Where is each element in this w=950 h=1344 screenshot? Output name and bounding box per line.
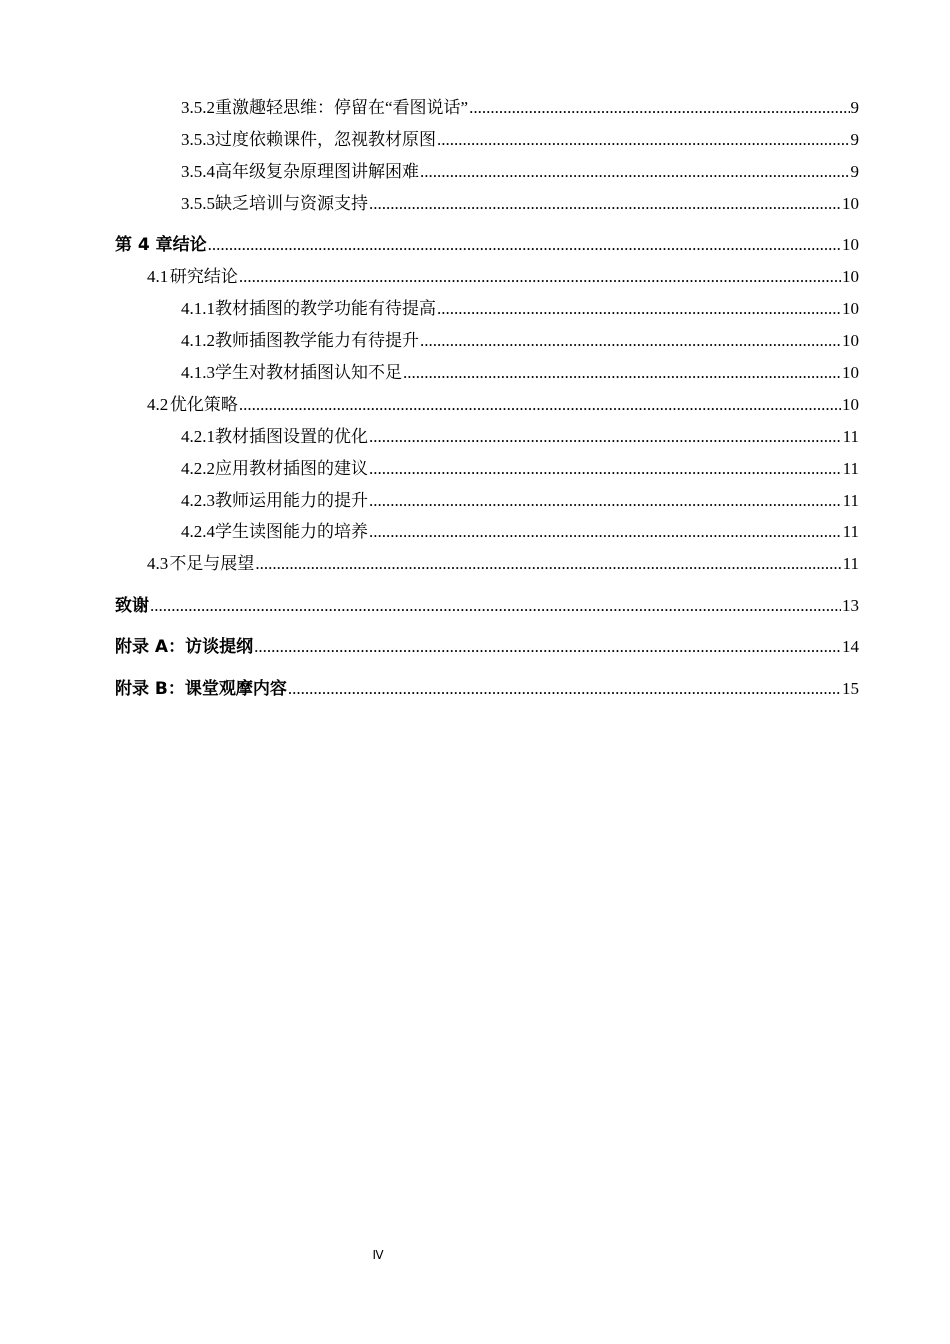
toc-entry-page: 11 bbox=[842, 427, 859, 446]
toc-entry[interactable] bbox=[181, 458, 859, 480]
toc-entry-title: 学生对教材插图认知不足 bbox=[215, 363, 402, 382]
toc-entry-acknowledgements[interactable] bbox=[115, 595, 859, 617]
toc-entry-number: 4.2.4 bbox=[181, 522, 215, 541]
toc-entry-number: 第 4 章 bbox=[115, 235, 173, 255]
toc-entry-page: 11 bbox=[842, 459, 859, 478]
toc-entry-number: 4.1.3 bbox=[181, 363, 215, 382]
toc-entry-page: 15 bbox=[842, 679, 859, 698]
toc-entry[interactable] bbox=[181, 129, 859, 151]
toc-leader-dots bbox=[369, 426, 842, 448]
toc-entry-page: 10 bbox=[842, 299, 859, 318]
toc-entry-title: 教材插图的教学功能有待提高 bbox=[215, 299, 436, 318]
toc-entry-title: 缺乏培训与资源支持 bbox=[215, 194, 368, 213]
toc-leader-dots bbox=[254, 636, 841, 658]
toc-entry[interactable] bbox=[181, 97, 859, 119]
toc-entry[interactable] bbox=[181, 362, 859, 384]
toc-entry-number: 4.1.2 bbox=[181, 331, 215, 350]
toc-entry-number: 4.3 bbox=[147, 554, 169, 573]
toc-entry-appendix-b[interactable] bbox=[115, 678, 859, 700]
toc-leader-dots bbox=[288, 678, 841, 700]
toc-entry-page: 10 bbox=[842, 267, 859, 286]
toc-leader-dots bbox=[208, 234, 841, 256]
toc-leader-dots bbox=[255, 553, 841, 575]
toc-entry-number: 3.5.5 bbox=[181, 194, 215, 213]
toc-entry-title: 研究结论 bbox=[169, 267, 238, 286]
toc-entry-title: 不足与展望 bbox=[169, 554, 255, 573]
toc-entry-page: 9 bbox=[850, 98, 859, 117]
toc-entry[interactable] bbox=[181, 298, 859, 320]
toc-entry-title: 优化策略 bbox=[169, 395, 238, 414]
toc-entry-title: 应用教材插图的建议 bbox=[215, 459, 368, 478]
toc-leader-dots bbox=[239, 266, 841, 288]
toc-entry-number: 4.2.1 bbox=[181, 427, 215, 446]
toc-entry-page: 11 bbox=[842, 522, 859, 541]
toc-entry-title: 教师运用能力的提升 bbox=[215, 491, 368, 510]
toc-entry-page: 10 bbox=[842, 363, 859, 382]
toc-entry-appendix-a[interactable] bbox=[115, 636, 859, 658]
toc-entry-page: 11 bbox=[842, 554, 859, 573]
toc-leader-dots bbox=[369, 490, 842, 512]
toc-entry-title: 重激趣轻思维：停留在“看图说话” bbox=[215, 98, 469, 117]
toc-leader-dots bbox=[369, 521, 842, 543]
toc-entry[interactable] bbox=[181, 193, 859, 215]
toc-entry[interactable] bbox=[181, 330, 859, 352]
toc-entry-number: 4.2 bbox=[147, 395, 169, 414]
toc-entry-page: 14 bbox=[842, 637, 859, 656]
toc-entry-number: 3.5.2 bbox=[181, 98, 215, 117]
toc-entry-title: 高年级复杂原理图讲解困难 bbox=[215, 162, 419, 181]
toc-entry-page: 11 bbox=[842, 491, 859, 510]
toc-entry-title: 学生读图能力的培养 bbox=[215, 522, 368, 541]
toc-entry-page: 9 bbox=[850, 130, 859, 149]
toc-leader-dots bbox=[403, 362, 841, 384]
toc-leader-dots bbox=[239, 394, 841, 416]
toc-entry-page: 13 bbox=[842, 596, 859, 615]
toc-entry-title: 结论 bbox=[172, 235, 207, 255]
toc-entry-page: 10 bbox=[842, 395, 859, 414]
toc-leader-dots bbox=[437, 129, 850, 151]
toc-entry-number: 3.5.4 bbox=[181, 162, 215, 181]
toc-entry-title: 教师插图教学能力有待提升 bbox=[215, 331, 419, 350]
toc-entry[interactable] bbox=[181, 521, 859, 543]
toc-leader-dots bbox=[369, 193, 841, 215]
toc-entry-section[interactable] bbox=[147, 266, 859, 288]
toc-entry-title: 过度依赖课件，忽视教材原图 bbox=[215, 130, 436, 149]
toc-entry[interactable] bbox=[181, 490, 859, 512]
toc-entry-section[interactable] bbox=[147, 394, 859, 416]
toc-entry-page: 10 bbox=[842, 194, 859, 213]
toc-leader-dots bbox=[150, 595, 841, 617]
toc-leader-dots bbox=[369, 458, 842, 480]
toc-entry[interactable] bbox=[181, 161, 859, 183]
toc-entry-page: 10 bbox=[842, 235, 859, 254]
toc-entry-chapter[interactable] bbox=[115, 234, 859, 256]
toc-leader-dots bbox=[420, 161, 850, 183]
toc-entry-page: 9 bbox=[850, 162, 859, 181]
toc-entry-title: 附录 B：课堂观摩内容 bbox=[115, 679, 287, 699]
toc-leader-dots bbox=[437, 298, 841, 320]
toc-entry-number: 4.1 bbox=[147, 267, 169, 286]
toc-entry-number: 4.1.1 bbox=[181, 299, 215, 318]
page-footer-number: Ⅳ bbox=[372, 1248, 384, 1262]
toc-entry-section[interactable] bbox=[147, 553, 859, 575]
toc-entry-number: 4.2.2 bbox=[181, 459, 215, 478]
toc-entry-number: 4.2.3 bbox=[181, 491, 215, 510]
toc-leader-dots bbox=[420, 330, 841, 352]
toc-entry-title: 附录 A：访谈提纲 bbox=[115, 637, 254, 657]
toc-entry-page: 10 bbox=[842, 331, 859, 350]
toc-entry[interactable] bbox=[181, 426, 859, 448]
toc-entry-title: 教材插图设置的优化 bbox=[215, 427, 368, 446]
toc-entry-number: 3.5.3 bbox=[181, 130, 215, 149]
toc-entry-title: 致谢 bbox=[115, 596, 149, 616]
toc-leader-dots bbox=[469, 97, 849, 119]
